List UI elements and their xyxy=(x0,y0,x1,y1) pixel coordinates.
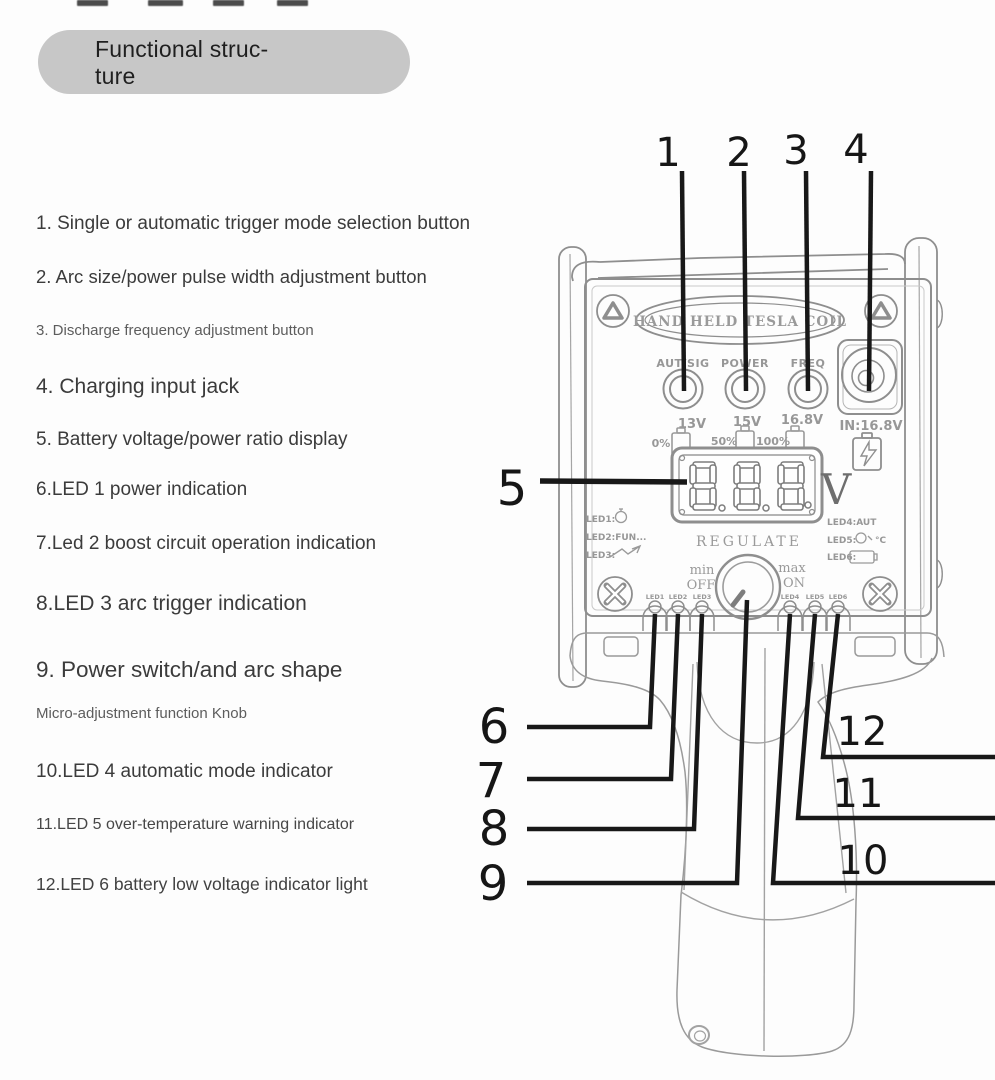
callout-number-6: 6 xyxy=(478,699,510,755)
led4-label: LED4 xyxy=(780,593,800,601)
callout-line-5 xyxy=(540,481,687,482)
display-unit-label: V xyxy=(820,465,852,514)
led-legend-right xyxy=(827,518,887,563)
knob-on-label: ON xyxy=(782,576,806,591)
feature-item-9: 9. Power switch/and arc shape xyxy=(36,657,343,682)
autsig-button-label: AUT/SIG xyxy=(656,357,710,370)
callout-line-6 xyxy=(527,614,655,727)
power-button-label: POWER xyxy=(720,357,770,370)
left-clip xyxy=(559,247,586,687)
feature-item-7: 7.Led 2 boost circuit operation indication xyxy=(36,533,377,554)
feature-item-6: 6.LED 1 power indication xyxy=(36,479,248,500)
temperature-icon xyxy=(856,533,872,543)
legend-led1: LED1: xyxy=(586,515,616,525)
callout-number-12: 12 xyxy=(836,709,888,755)
led2-label: LED2 xyxy=(668,593,688,601)
legend-led6: LED6: xyxy=(827,553,857,563)
knob-pointer xyxy=(733,592,743,605)
feature-item-4: 4. Charging input jack xyxy=(36,375,240,398)
brand-badge xyxy=(633,296,847,344)
screw-bottom-left-icon xyxy=(598,577,632,611)
callout-number-9: 9 xyxy=(477,856,509,912)
knob-min-label: min xyxy=(689,563,715,578)
tesla-coil-device xyxy=(559,238,944,1056)
voltage-13v: 13V xyxy=(677,417,707,432)
callout-number-2: 2 xyxy=(726,130,752,176)
section-title-line2: ture xyxy=(95,63,136,89)
top-cap xyxy=(572,254,905,281)
screw-top-left-icon xyxy=(597,295,629,327)
regulate-label: REGULATE xyxy=(696,534,802,550)
charge-battery-icon xyxy=(853,433,881,470)
percent-100: 100% xyxy=(756,435,790,448)
voltage-display xyxy=(672,448,852,522)
feature-item-8: 8.LED 3 arc trigger indication xyxy=(36,592,307,615)
callout-number-4: 4 xyxy=(843,127,869,173)
percent-50: 50% xyxy=(710,435,738,448)
freq-button-label: FREQ xyxy=(790,357,826,370)
led3-label: LED3 xyxy=(692,593,712,601)
trigger-cutout xyxy=(697,662,814,743)
legend-led4: LED4:AUT xyxy=(827,518,877,528)
voltage-15v: 15V xyxy=(732,415,762,430)
callout-lines xyxy=(527,171,995,883)
feature-item-2: 2. Arc size/power pulse width adjustment button xyxy=(36,266,427,287)
feature-item-3: 3. Discharge frequency adjustment button xyxy=(36,322,314,339)
callout-number-3: 3 xyxy=(783,128,809,174)
feature-item-11: 11.LED 5 over-temperature warning indicator xyxy=(36,816,355,833)
brand-badge-label: HAND HELD TESLA COIL xyxy=(633,314,847,330)
callout-number-1: 1 xyxy=(655,130,681,176)
led1-label: LED1 xyxy=(645,593,665,601)
screw-bottom-right-icon xyxy=(863,577,897,611)
knob-off-label: OFF xyxy=(686,578,716,593)
led-legend-left xyxy=(586,509,646,561)
callout-number-10: 10 xyxy=(837,838,889,884)
timer-icon xyxy=(616,509,627,523)
feature-item-1: 1. Single or automatic trigger mode selection button xyxy=(36,213,471,234)
percent-0: 0% xyxy=(651,437,671,450)
legend-led5: LED5: xyxy=(827,536,857,546)
callout-line-4 xyxy=(869,171,871,391)
callout-line-1 xyxy=(682,171,684,391)
callout-number-8: 8 xyxy=(478,801,510,857)
feature-item-10: 10.LED 4 automatic mode indicator xyxy=(36,761,333,782)
feature-item-9-sub: Micro-adjustment function Knob xyxy=(36,705,247,722)
legend-led3: LED3: xyxy=(586,551,616,561)
led6-label: LED6 xyxy=(828,593,848,601)
callout-line-9 xyxy=(527,600,747,883)
led5-label: LED5 xyxy=(805,593,825,601)
temp-unit-label: °C xyxy=(875,536,887,546)
knob-max-label: max xyxy=(778,561,806,576)
voltage-168v: 16.8V xyxy=(780,413,824,428)
callout-number-5: 5 xyxy=(496,461,528,517)
callout-line-3 xyxy=(806,171,808,391)
callout-line-2 xyxy=(744,171,746,391)
feature-item-12: 12.LED 6 battery low voltage indicator light xyxy=(36,874,368,894)
section-title-line1: Functional struc- xyxy=(95,36,269,62)
jack-label: IN:16.8V xyxy=(839,419,903,434)
callout-number-7: 7 xyxy=(475,753,507,809)
legend-led2: LED2:FUN... xyxy=(586,533,647,543)
callout-number-11: 11 xyxy=(832,771,884,817)
feature-item-5: 5. Battery voltage/power ratio display xyxy=(36,429,348,450)
